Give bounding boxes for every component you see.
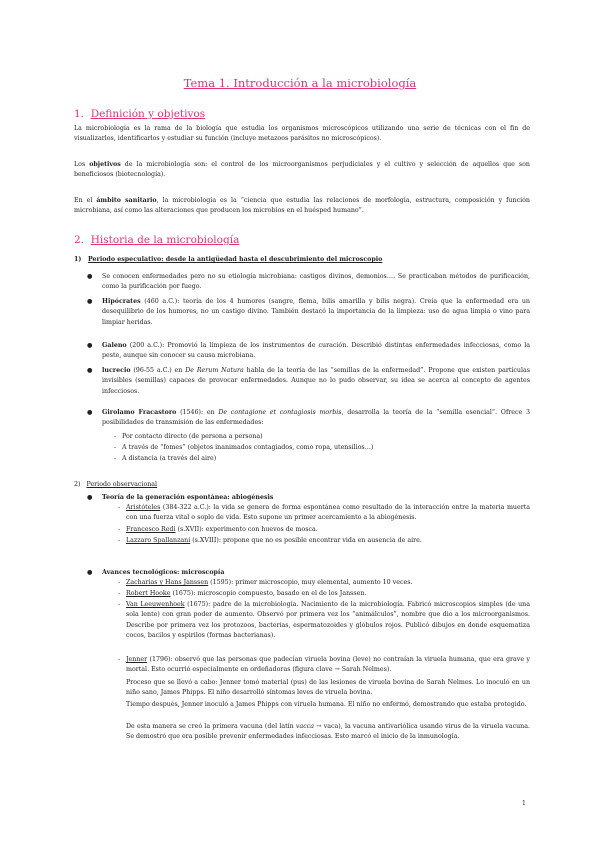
jenner-result-paragraph: Tiempo después, Jenner inoculó a James Phipps con viruela humana. El niño no enfermó, demostrando que estaba protegido. xyxy=(126,701,527,708)
section-2-number: 2. xyxy=(74,234,85,246)
vaccine-paragraph: De esta manera se creó la primera vacuna (del latín vacca → vaca), la vacuna antivariólica usando virus de la viruela vacuna. Se demostró que era posible prevenir enfermedades infecciosas. Esto marcó el inicio de la inmunología. xyxy=(126,723,530,741)
section-1-title: Definición y objetivos xyxy=(90,108,206,120)
page-number: 1 xyxy=(522,800,526,807)
period-1-heading: 1) Periodo especulativo: desde la antigüedad hasta el descubrimiento del microscopio xyxy=(74,256,383,263)
jenner-process-paragraph: Proceso que se llevó a cabo: Jenner tomó material (pus) de las lesiones de viruela bovina de Sarah Nelmes. Lo inoculó en un niño sano, James Phipps. El niño desarrolló síntomas leves de viruela bovina. xyxy=(126,679,530,697)
period-2-heading: 2) Periodo observacional xyxy=(74,481,158,488)
section-2-heading xyxy=(74,234,239,246)
section-2-title: Historia de la microbiología xyxy=(90,234,240,246)
sanitary-paragraph: En el ámbito sanitario, la microbiología es la “ciencia que estudia las relaciones de morfología, estructura, composición y función microbiana, así como las alteraciones que producen los microbios en el huésped humano”. xyxy=(74,197,530,215)
definition-paragraph: La microbiología es la rama de la biología que estudia los organismos microscópicos utilizando una serie de técnicas con el fin de visualizarlos, identificarlos y estudiar su función (incluye metazoos parásitos no microscópicos). xyxy=(74,125,530,143)
document-page: Tema 1. Introducción a la microbiología 1. Definición y objetivos La microbiología es la rama de la biología que estudia los organismos microscópicos utilizando una serie de técnicas con el fin de visualizarlos, identificarlos y estudiar su función (incluye metazoos parásitos no microscópicos). Los objetivos de la microbiología son: el control de los microorganismos perjudiciales y el cultivo y selección de aquellos que son beneficiosos (biotecnología). En el ámbito sanitario, la microbiología es la “ciencia que estudia las relaciones de morfología, estructura, composición y función microbiana, así como las alteraciones que producen los microbios en el huésped humano”. 2. Historia de la microbiología 1) Periodo especulativo: desde la antigüedad hasta el descubrimiento del microscopio ● Se conocen enfermedades pero no su etiología microbiana: castigos divinos, demonios…. Se practicaban métodos de purificación, como la purificación por fuego. ● Hipócrates (460 a.C.): teoría de los 4 humores (sangre, flema, bilis amarilla y bilis negra). Creía que la enfermedad era un desequilibrio de los humores, no un castigo divino. También destacó la importancia de la limpieza: uso de agua limpia o vino para limpiar heridas. ● Galeno (200 a.C.): Promovió la limpieza de los instrumentos de curación. Describió distintas enfermedades infecciosas, como la peste, aunque sin conocer su causa microbiana. ● lucrecio (96-55 a.C.) en De Rerum Natura habla de la teoría de las “semillas de la enfermedad”. Propone que existen partículas invisibles (semillas) capaces de provocar enfermedades. Aunque no lo pudo observar, su idea se acerca al concepto de agentes infecciosos. ● Girolamo Fracastoro (1546): en De contagione et contagiosis morbis, desarrolla la teoría de la “semilla esencial”. Ofrece 3 posibilidades de transmisión de las enfermedades: - Por contacto directo (de persona a persona) - A través de “fomes” (objetos inanimados contagiados, como ropa, utensilios…) - A distancia (a través del aire) 2) Periodo observacional ● Teoría de la generación espontánea: abiogénesis - Aristóteles (384-322 a.C.): la vida se genera de forma espontánea como resultado de la interacción entre la materia muerta con una fuerza vital o soplo de vida. Esto supone un primer acercamiento a la abiogénesis. - Francesco Redi (s.XVII): experimento con huevos de mosca. - Lazzaro Spallanzani (s.XVIII): propone que no es posible encontrar vida en ausencia de aire. ● Avances tecnológicos: microscopía - Zacharias y Hans Janssen (1595): primer microscopio, muy elemental, aumento 10 veces. - Robert Hooke (1675): microscopio compuesto, basado en el de los Janssen. - Van Leeuwenhoek (1675): padre de la microbiología. Nacimiento de la microbiología. Fabricó microscopios simples (de una sola lente) con gran poder de aumento. Observó por primera vez los “animálculos”, nombre que dio a los microorganismos. Describe por primera vez los protozoos, bacterias, espermatozoides y glóbulos rojos. Publicó dibujos en donde esquematiza cocos, bacilos y espirilos (formas bacterianas). - Jenner (1796): observó que las personas que padecían viruela bovina (leve) no contraían la viruela humana, que era grave y mortal. Esto ocurrió especialmente en ordeñadoras (figura clave → Sarah Nelmes). Proceso que se llevó a cabo: Jenner tomó material (pus) de las lesiones de viruela bovina de Sarah Nelmes. Lo inoculó en un niño sano, James Phipps. El niño desarrolló síntomas leves de viruela bovina. Tiempo después, Jenner inoculó a James Phipps con viruela humana. El niño no enfermó, demostrando que estaba protegido. De esta manera se creó la primera vacuna (del latín vacca → vaca), la vacuna antivariólica usando virus de la viruela vacuna. Se demostró que era posible prevenir enfermedades infecciosas. Esto marcó el inicio de la inmunología. 1 xyxy=(0,0,600,848)
objectives-paragraph: Los objetivos de la microbiología son: el control de los microorganismos perjudiciales y el cultivo y selección de aquellos que son beneficiosos (biotecnología). xyxy=(74,161,530,179)
section-1-heading xyxy=(74,108,205,120)
section-1-number: 1. xyxy=(74,108,85,120)
document-title: Tema 1. Introducción a la microbiología xyxy=(183,76,417,90)
